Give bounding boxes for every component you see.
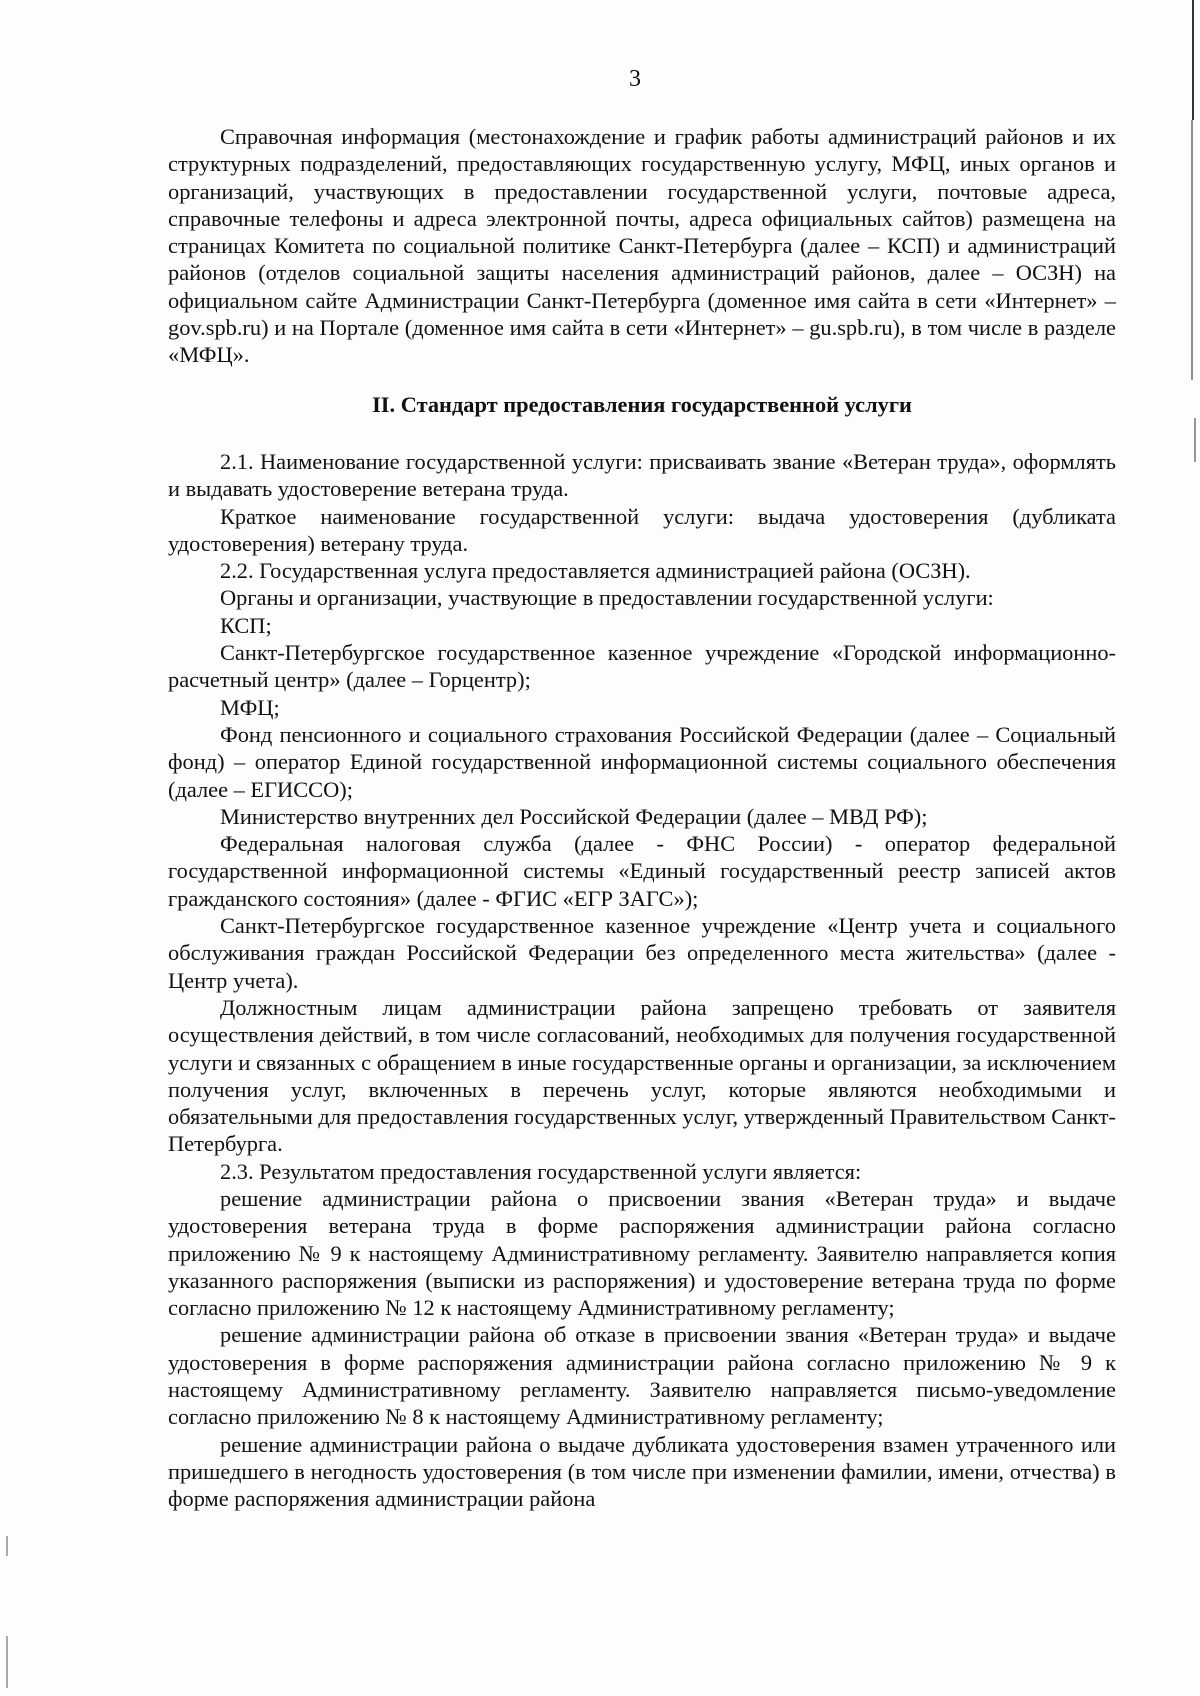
paragraph-short-name: Краткое наименование государственной услуги: выдача удостоверения (дубликата удостоверения) ветерану труда. — [168, 503, 1116, 556]
paragraph-reference-info: Справочная информация (местонахождение и график работы администраций районов и их структурных подразделений, предоставляющих государственную услугу, МФЦ, иных органов и организаций, участвующих в предоставлении государственной услуги, почтовые адреса, справочные телефоны и адреса электронной почты, адреса официальных сайтов) размещена на страницах Комитета по социальной политике Санкт-Петербурга (далее – КСП) и администраций районов (отделов социальной защиты населения администраций районов, далее – ОСЗН) на официальном сайте Администрации Санкт-Петербурга (доменное имя сайта в сети «Интернет» – gov.spb.ru) и на Портале (доменное имя сайта в сети «Интернет» – gu.spb.ru), в том числе в разделе «МФЦ». — [168, 124, 1116, 368]
paragraph-prohibition: Должностным лицам администрации района запрещено требовать от заявителя осуществления действий, в том числе согласований, необходимых для получения государственной услуги и связанных с обращением в иные государственные органы и организации, за исключением получения услуг, включенных в перечень услуг, которые являются необходимыми и обязательными для предоставления государственных услуг, утвержденный Правительством Санкт-Петербурга. — [168, 994, 1116, 1157]
scan-edge-mark — [1191, 120, 1193, 380]
paragraph-social-fund: Фонд пенсионного и социального страхования Российской Федерации (далее – Социальный фонд) – оператор Единой государственной информационной системы социального обеспечения (далее – ЕГИССО); — [168, 721, 1116, 802]
paragraph-organizations-intro: Органы и организации, участвующие в предоставлении государственной услуги: — [220, 585, 994, 611]
scan-edge-mark — [6, 1536, 8, 1556]
paragraph-mvd: Министерство внутренних дел Российской Федерации (далее – МВД РФ); — [220, 803, 928, 829]
paragraph-result-duplicate: решение администрации района о выдаче дубликата удостоверения взамен утраченного или пришедшего в негодность удостоверения (в том числе при изменении фамилии, имени, отчества) в форме распоряжения администрации района — [168, 1431, 1116, 1512]
scan-edge-mark — [1194, 418, 1196, 462]
paragraph-mfc: МФЦ; — [220, 694, 280, 720]
paragraph-result-refusal: решение администрации района об отказе в присвоении звания «Ветеран труда» и выдаче удостоверения в форме распоряжения администрации района согласно приложению № 9 к настоящему Административному регламенту. Заявителю направляется письмо-уведомление согласно приложению № 8 к настоящему Административному регламенту; — [168, 1322, 1116, 1430]
paragraph-gorcentr: Санкт-Петербургское государственное казенное учреждение «Городской информационно-расчетный центр» (далее – Горцентр); — [168, 640, 1116, 693]
paragraph-result-assign: решение администрации района о присвоении звания «Ветеран труда» и выдаче удостоверения ветерана труда в форме распоряжения администрации района согласно приложению № 9 к настоящему Административному регламенту. Заявителю направляется копия указанного распоряжения (выписки из распоряжения) и удостоверение ветерана труда по форме согласно приложению № 12 к настоящему Административному регламенту; — [168, 1185, 1116, 1321]
scan-edge-mark — [1192, 0, 1194, 120]
paragraph-centr-ucheta: Санкт-Петербургское государственное казенное учреждение «Центр учета и социального обслуживания граждан Российской Федерации без определенного места жительства» (далее - Центр учета). — [168, 913, 1116, 993]
scan-edge-mark — [6, 1636, 8, 1688]
paragraph-2-2: 2.2. Государственная услуга предоставляется администрацией района (ОСЗН). — [220, 558, 971, 584]
paragraph-fns: Федеральная налоговая служба (далее - ФНС России) - оператор федеральной государственной информационной системы «Единый государственный реестр записей актов гражданского состояния» (далее - ФГИС «ЕГР ЗАГС»); — [168, 831, 1116, 911]
section-heading: II. Стандарт предоставления государственной услуги — [372, 391, 912, 417]
paragraph-2-1: 2.1. Наименование государственной услуги: присваивать звание «Ветеран труда», оформлять и выдавать удостоверение ветерана труда. — [168, 448, 1116, 502]
paragraph-2-3: 2.3. Результатом предоставления государственной услуги является: — [220, 1158, 862, 1184]
paragraph-ksp: КСП; — [220, 612, 272, 638]
page-number: 3 — [629, 66, 641, 92]
document-body — [168, 123, 1116, 1513]
